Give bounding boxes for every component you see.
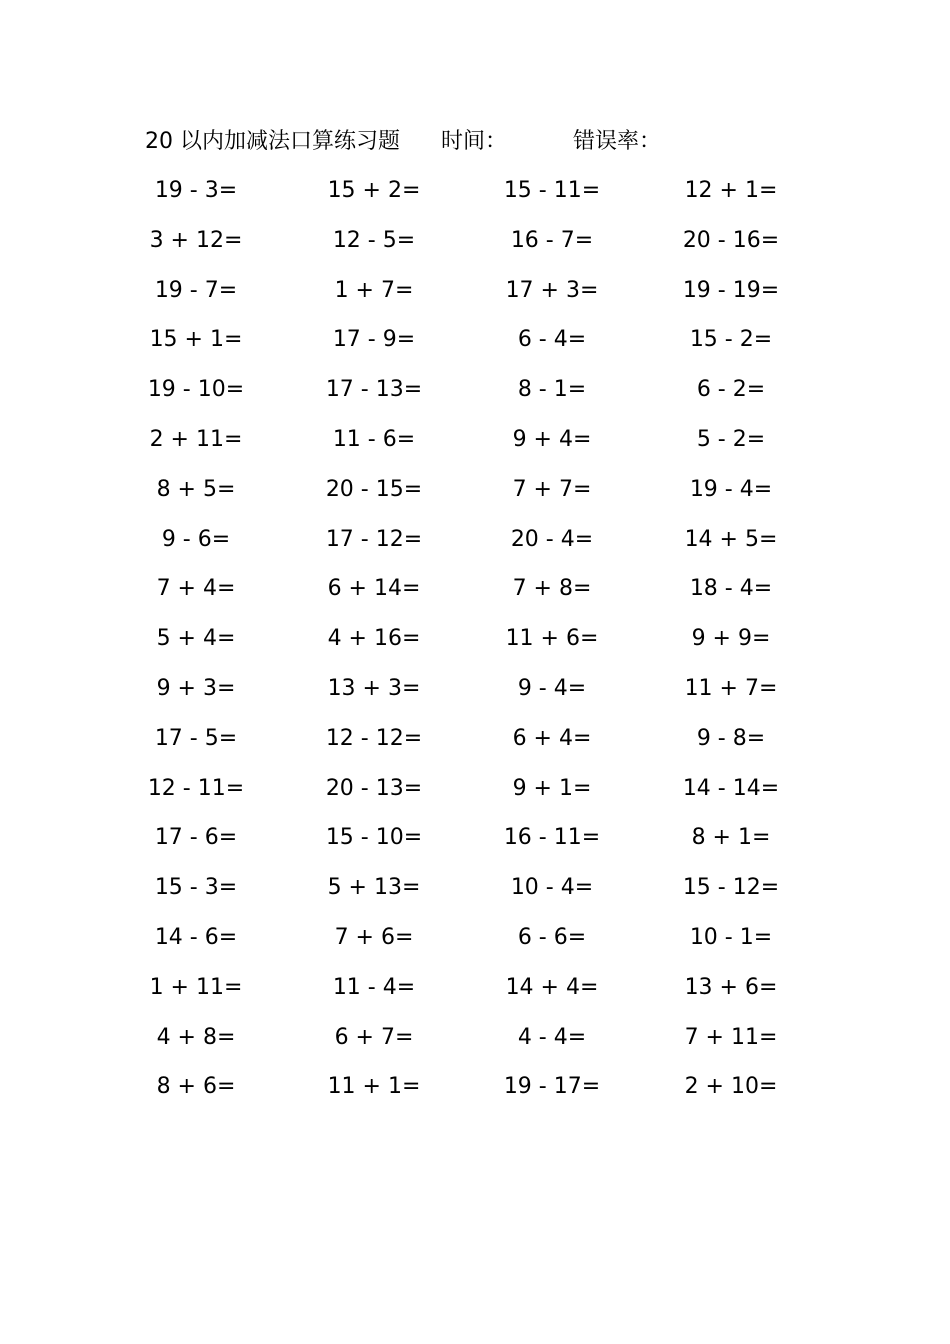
problem-row — [0, 521, 950, 571]
problem-item: 17 - 13= — [325, 377, 423, 403]
problem-item: 11 + 6= — [505, 626, 599, 652]
problem-row — [0, 1068, 950, 1118]
problem-row — [0, 620, 950, 670]
problem-row — [0, 222, 950, 272]
problem-item: 12 + 1= — [684, 178, 778, 203]
problem-item: 6 - 4= — [517, 327, 587, 353]
problem-item: 17 - 12= — [325, 526, 423, 552]
problem-item: 15 - 11= — [503, 178, 601, 203]
problem-item: 4 - 4= — [517, 1024, 587, 1050]
problem-item: 8 + 6= — [156, 1074, 236, 1100]
problem-item: 12 - 12= — [325, 725, 423, 751]
problem-row — [0, 371, 950, 421]
problem-item: 1 + 7= — [334, 277, 414, 303]
problem-item: 4 + 8= — [156, 1024, 236, 1050]
problem-row — [0, 570, 950, 620]
problem-item: 10 - 4= — [510, 875, 594, 901]
problem-item: 13 + 6= — [684, 974, 778, 1000]
problem-item: 6 + 7= — [334, 1024, 414, 1050]
problem-item: 6 - 6= — [517, 924, 587, 950]
problem-item: 7 + 8= — [512, 576, 592, 602]
problem-item: 9 - 6= — [161, 526, 231, 552]
problem-row — [0, 421, 950, 471]
problem-item: 20 - 13= — [325, 775, 423, 801]
problem-item: 7 + 6= — [334, 924, 414, 950]
problem-row — [0, 272, 950, 322]
problem-item: 13 + 3= — [327, 675, 421, 701]
problem-item: 17 + 3= — [505, 277, 599, 303]
problem-item: 9 + 4= — [512, 426, 592, 452]
problem-item: 19 - 4= — [689, 476, 773, 502]
problem-item: 6 + 14= — [327, 576, 421, 602]
problem-item: 9 - 4= — [517, 675, 587, 701]
problem-item: 8 + 5= — [156, 476, 236, 502]
problem-item: 19 - 10= — [147, 377, 245, 403]
time-label: 时间： — [441, 129, 508, 154]
problem-item: 5 + 13= — [327, 875, 421, 901]
problem-row — [0, 670, 950, 720]
problem-item: 9 + 3= — [156, 675, 236, 701]
problem-item: 1 + 11= — [149, 974, 243, 1000]
problem-item: 17 - 9= — [332, 327, 416, 353]
problem-item: 5 - 2= — [696, 426, 766, 452]
problem-item: 11 + 7= — [684, 675, 778, 701]
problem-item: 17 - 6= — [154, 825, 238, 851]
error-rate-label: 错误率： — [573, 129, 662, 154]
problem-item: 20 - 16= — [682, 227, 780, 253]
problem-item: 6 + 4= — [512, 725, 592, 751]
problem-item: 9 + 9= — [691, 626, 771, 652]
problem-row — [0, 471, 950, 521]
problem-item: 17 - 5= — [154, 725, 238, 751]
problem-row — [0, 819, 950, 869]
problem-item: 6 - 2= — [696, 377, 766, 403]
problem-row — [0, 869, 950, 919]
problem-item: 11 - 4= — [332, 974, 416, 1000]
problem-item: 10 - 1= — [689, 924, 773, 950]
problem-item: 15 - 12= — [682, 875, 780, 901]
problem-item: 8 + 1= — [691, 825, 771, 851]
problem-item: 14 + 4= — [505, 974, 599, 1000]
problem-item: 2 + 11= — [149, 426, 243, 452]
problem-row — [0, 969, 950, 1019]
problem-item: 18 - 4= — [689, 576, 773, 602]
problem-row — [0, 1019, 950, 1069]
problem-item: 14 - 14= — [682, 775, 780, 801]
problem-item: 15 + 2= — [327, 178, 421, 203]
problem-item: 7 + 11= — [684, 1024, 778, 1050]
problem-item: 11 - 6= — [332, 426, 416, 452]
problem-item: 8 - 1= — [517, 377, 587, 403]
problem-item: 15 - 3= — [154, 875, 238, 901]
problem-item: 14 + 5= — [684, 526, 778, 552]
problem-item: 20 - 15= — [325, 476, 423, 502]
problem-item: 16 - 7= — [510, 227, 594, 253]
problem-item: 9 - 8= — [696, 725, 766, 751]
problem-item: 19 - 3= — [154, 178, 238, 203]
worksheet-title: 20 以内加减法口算练习题 — [145, 129, 400, 154]
problem-item: 2 + 10= — [684, 1074, 778, 1100]
problem-item: 3 + 12= — [149, 227, 243, 253]
problem-row — [0, 720, 950, 770]
problem-item: 4 + 16= — [327, 626, 421, 652]
problem-item: 12 - 5= — [332, 227, 416, 253]
problem-row — [0, 172, 950, 222]
problem-item: 16 - 11= — [503, 825, 601, 851]
problem-item: 15 + 1= — [149, 327, 243, 353]
problem-item: 19 - 7= — [154, 277, 238, 303]
problem-item: 15 - 10= — [325, 825, 423, 851]
problem-item: 5 + 4= — [156, 626, 236, 652]
problem-item: 12 - 11= — [147, 775, 245, 801]
problem-item: 7 + 4= — [156, 576, 236, 602]
problem-row — [0, 770, 950, 820]
problem-row — [0, 919, 950, 969]
problem-item: 20 - 4= — [510, 526, 594, 552]
problem-item: 9 + 1= — [512, 775, 592, 801]
problem-item: 11 + 1= — [327, 1074, 421, 1100]
problem-row — [0, 321, 950, 371]
problem-item: 19 - 17= — [503, 1074, 601, 1100]
problem-item: 19 - 19= — [682, 277, 780, 303]
problem-item: 14 - 6= — [154, 924, 238, 950]
problem-item: 15 - 2= — [689, 327, 773, 353]
problem-item: 7 + 7= — [512, 476, 592, 502]
problem-grid — [0, 172, 950, 1118]
